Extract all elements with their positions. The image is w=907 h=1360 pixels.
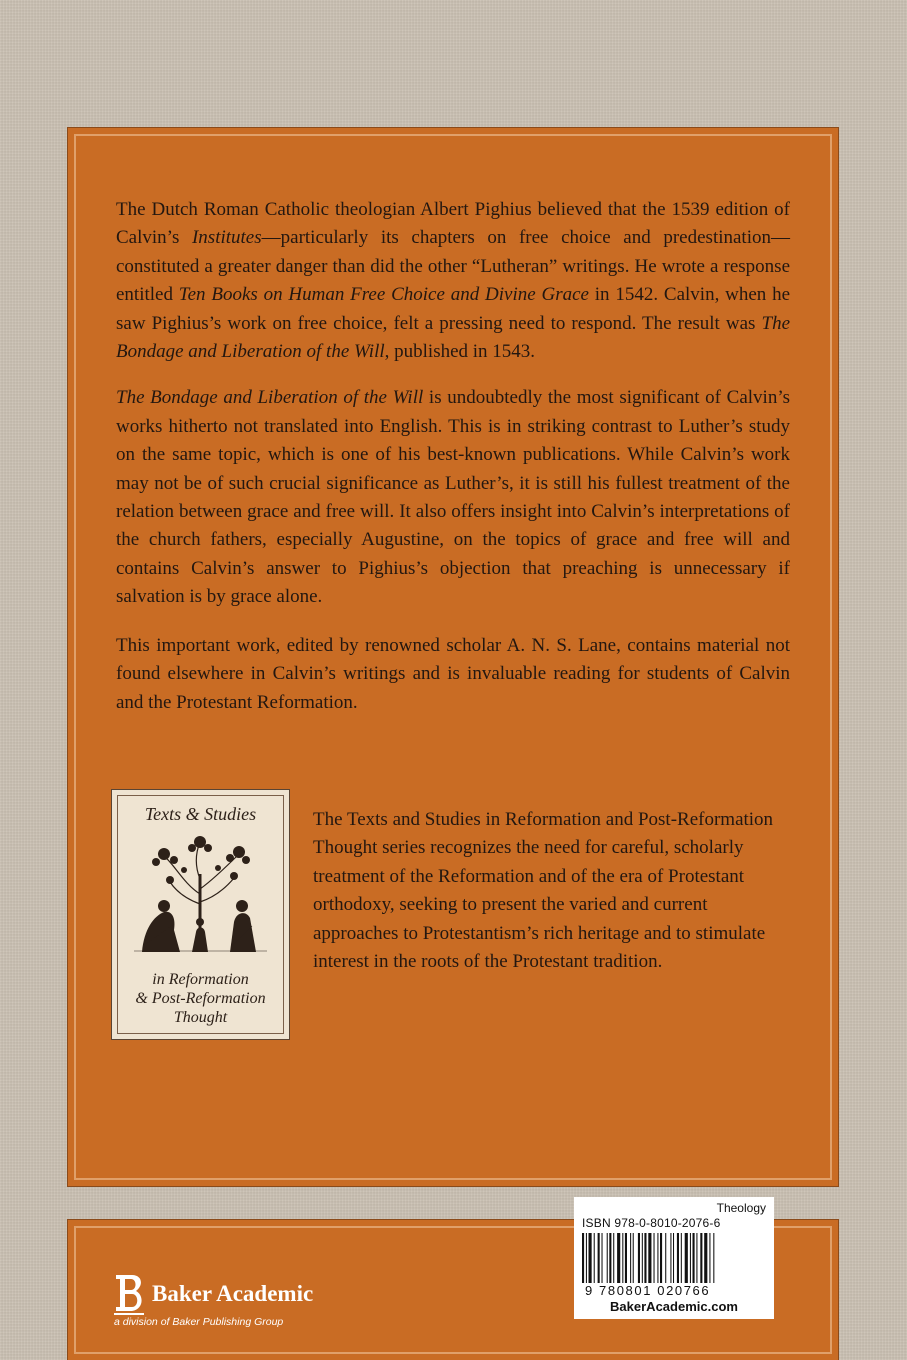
barcode-bar	[657, 1233, 658, 1283]
woodcut-illustration	[134, 834, 267, 952]
barcode-bar	[660, 1233, 662, 1283]
barcode-label	[574, 1197, 774, 1319]
publisher-brand	[112, 1273, 392, 1333]
barcode-bar	[685, 1233, 688, 1283]
barcode-bar	[607, 1233, 608, 1283]
publisher-name: Baker Academic	[152, 1281, 314, 1306]
text-run: The Bondage and Liberation of the Will	[116, 312, 790, 363]
barcode-bar	[589, 1233, 592, 1283]
text-run: This important work, edited by renowned scholar A. N. S. Lane, contains material not found elsewhere in Calvin’s writings and is invaluable reading for students of Calvin and the Protestant Reformation.	[116, 634, 790, 713]
barcode-bar	[709, 1233, 710, 1283]
description-paragraph-1	[116, 196, 790, 366]
barcode-bar	[704, 1233, 707, 1283]
barcode-bar	[648, 1233, 651, 1283]
text-run: , published in 1543.	[384, 341, 536, 363]
barcode-bar	[594, 1233, 595, 1283]
barcode-bar	[677, 1233, 679, 1283]
category-label: Theology	[716, 1201, 766, 1215]
series-description: The Texts and Studies in Reformation and Post-Reformation Thought series recognizes the need for careful, scholarly treatment of the Reformation and of the era of Protestant orthodoxy, seeking to present the varied and current approaches to Protestantism’s rich heritage and to stimulate interest in the roots of the Protestant tradition.	[313, 809, 774, 973]
barcode-bar	[586, 1233, 587, 1283]
publisher-tagline: a division of Baker Publishing Group	[114, 1316, 284, 1328]
barcode-bar	[696, 1233, 697, 1283]
barcode-bar	[642, 1233, 643, 1283]
barcode-bar	[638, 1233, 640, 1283]
text-run: in 1542. Calvin, when he saw Pighius’s work on free choice, felt a pressing need to respond. The result was	[116, 284, 791, 334]
baker-academic-logo-icon	[112, 1273, 146, 1317]
text-run: is undoubtedly the most significant of Calvin’s works hitherto not translated into English. This is in striking contrast to Luther’s study on the same topic, which is one of his best-known publications. While Calvin’s work may not be of such crucial significance as Luther’s, it is still his fullest treatment of the relation between grace and free will. It also offers insight into Calvin’s interpretations of the church fathers, especially Augustine, on the topics of grace and free will and contains Calvin’s answer to Pighius’s objection that preaching is unnecessary if salvation is by grace alone.	[116, 387, 790, 608]
text-run: —particularly its chapters on free choice and predestination—constituted a greater danger than did the other “Lutheran” writings. He wrote a response entitled	[116, 227, 790, 306]
text-run: The Dutch Roman Catholic theologian Albert Pighius believed that the 1539 edition of Calvin’s	[116, 199, 790, 249]
barcode-bar	[690, 1233, 691, 1283]
barcode-bar	[700, 1233, 702, 1283]
barcode-bar	[633, 1233, 634, 1283]
barcode-bar	[602, 1233, 603, 1283]
barcode-bar	[665, 1233, 666, 1283]
barcode-bar	[617, 1233, 620, 1283]
barcode-bar	[644, 1233, 646, 1283]
series-logo-subtitle: in Reformation & Post-Reformation Thought	[135, 971, 266, 1026]
barcode-bar	[622, 1233, 623, 1283]
description-paragraph-2	[116, 384, 790, 611]
barcode-bar	[670, 1233, 671, 1283]
text-run: Ten Books on Human Free Choice and Divine Grace	[178, 284, 589, 306]
barcode-bar	[630, 1233, 631, 1283]
barcode-bar	[598, 1233, 600, 1283]
isbn-text: ISBN 978-0-8010-2076-6	[582, 1216, 721, 1230]
barcode-bar	[582, 1233, 584, 1283]
barcode-bar	[713, 1233, 714, 1283]
barcode-bar	[613, 1233, 614, 1283]
barcode-bar	[654, 1233, 655, 1283]
series-logo-title: Texts & Studies	[144, 804, 257, 824]
barcode-digits: 9 780801 020766	[585, 1283, 711, 1298]
text-run: The Bondage and Liberation of the Will	[116, 387, 424, 409]
barcode-bar	[673, 1233, 674, 1283]
text-run: Institutes	[191, 227, 262, 249]
barcode-bar	[609, 1233, 611, 1283]
barcode-bar	[693, 1233, 695, 1283]
series-logo	[111, 789, 290, 1040]
barcode-bar	[625, 1233, 627, 1283]
description-paragraph-3	[116, 632, 790, 717]
description-text	[116, 196, 790, 737]
publisher-url: BakerAcademic.com	[610, 1299, 738, 1314]
barcode-bar	[681, 1233, 682, 1283]
